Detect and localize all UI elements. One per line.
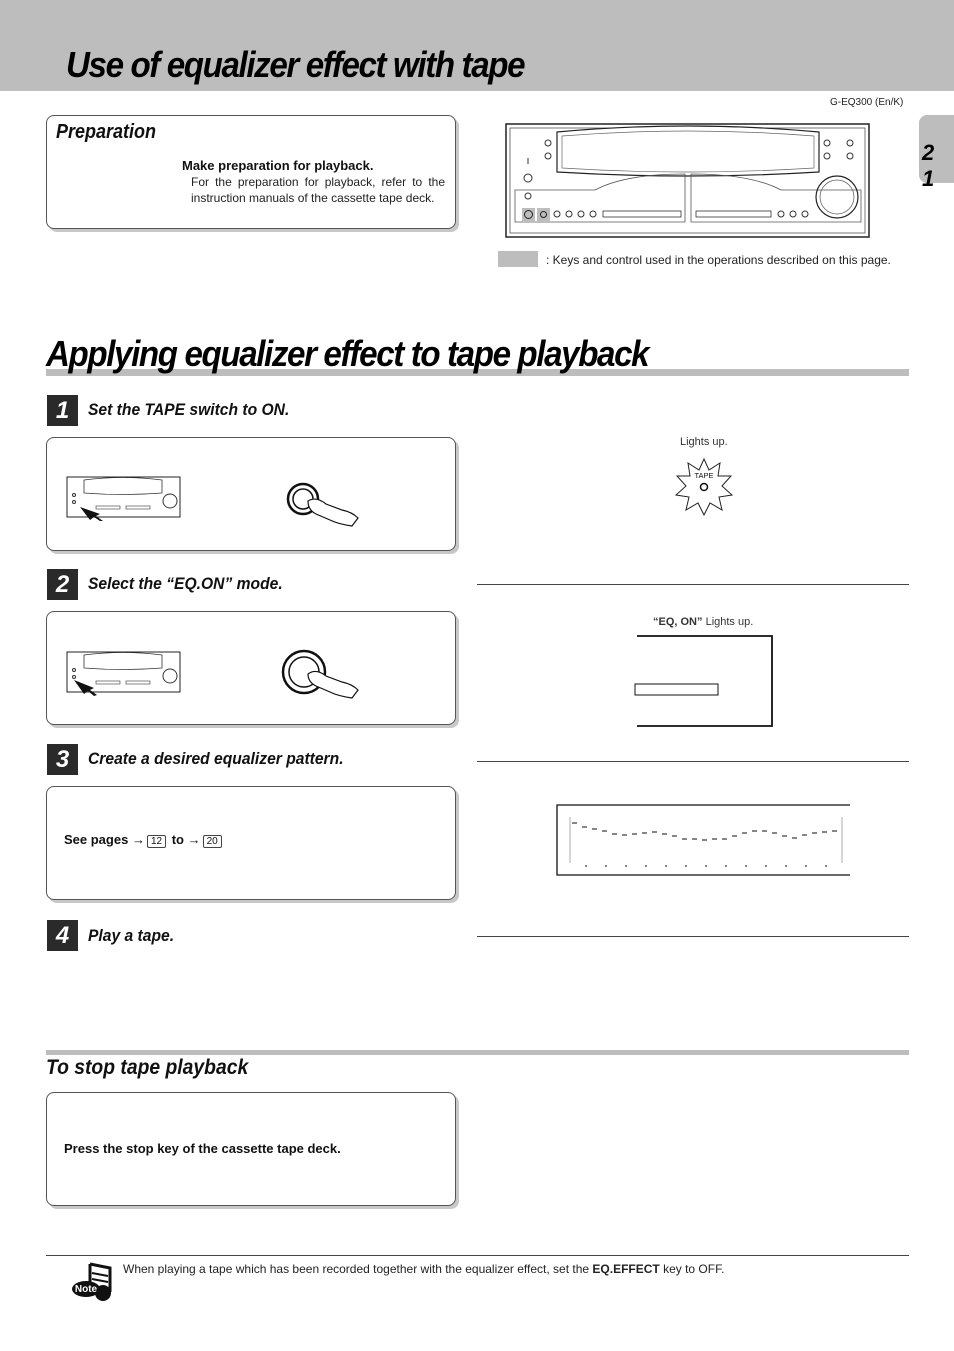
see-pages-reference [64, 832, 224, 848]
page-ref-from[interactable]: 12 [147, 835, 166, 848]
see-pages-label: See pages [64, 832, 129, 847]
preparation-body: For the preparation for playback, refer to the instruction manuals of the cassette tape deck. [191, 175, 445, 205]
tape-indicator-burst-icon [674, 457, 734, 517]
tape-indicator-label: TAPE [694, 471, 714, 480]
page-number: 2 1 [922, 140, 937, 191]
note-text-after: key to OFF. [659, 1262, 725, 1276]
device-thumbnail-icon [66, 650, 182, 696]
press-button-hand-icon [286, 480, 362, 528]
page-ref-to[interactable]: 20 [203, 835, 222, 848]
step-2-divider [477, 761, 909, 762]
step-2-display-label [653, 616, 753, 628]
eq-display-illustration [633, 635, 775, 729]
legend-swatch [498, 251, 538, 267]
note-text-before: When playing a tape which has been recorded together with the equalizer effect, set the [123, 1262, 593, 1276]
step-1-divider [477, 584, 909, 585]
note-badge-label: Note [74, 1284, 98, 1295]
eq-on-label: “EQ, ON” [653, 616, 703, 628]
device-thumbnail-icon [66, 475, 182, 521]
eq-pattern-display-illustration [556, 803, 852, 877]
step-4-number: 4 [47, 920, 78, 951]
page-title: Use of equalizer effect with tape [66, 44, 525, 85]
to-label: to [171, 832, 184, 847]
model-code: G-EQ300 (En/K) [830, 97, 904, 108]
stop-section-title: To stop tape playback [46, 1056, 249, 1079]
step-2-title: Select the “EQ.ON” mode. [88, 574, 283, 593]
step-1-display-label: Lights up. [680, 436, 728, 448]
preparation-heading: Make preparation for playback. [182, 158, 374, 173]
section-title: Applying equalizer effect to tape playback [46, 333, 649, 374]
arrow-icon: → [131, 832, 145, 847]
step-4-title: Play a tape. [88, 926, 175, 945]
equalizer-front-panel-illustration [505, 122, 871, 240]
step-3-title: Create a desired equalizer pattern. [88, 749, 344, 768]
arrow-icon: → [187, 832, 201, 847]
step-1-title: Set the TAPE switch to ON. [88, 400, 290, 419]
preparation-title: Preparation [56, 121, 157, 143]
stop-section-rule [46, 1050, 909, 1055]
eq-on-label-rest: Lights up. [702, 616, 754, 628]
step-3-number: 3 [47, 744, 78, 775]
step-3-divider [477, 936, 909, 937]
stop-instruction: Press the stop key of the cassette tape deck. [64, 1141, 341, 1156]
legend-text: : Keys and control used in the operations described on this page. [546, 253, 891, 267]
eq-effect-key-label: EQ.EFFECT [592, 1262, 660, 1276]
music-note-icon [70, 1260, 116, 1304]
step-2-number: 2 [47, 569, 78, 600]
step-1-number: 1 [47, 395, 78, 426]
note-rule [46, 1255, 909, 1256]
note-text [123, 1262, 724, 1276]
press-button-hand-icon [280, 648, 360, 700]
